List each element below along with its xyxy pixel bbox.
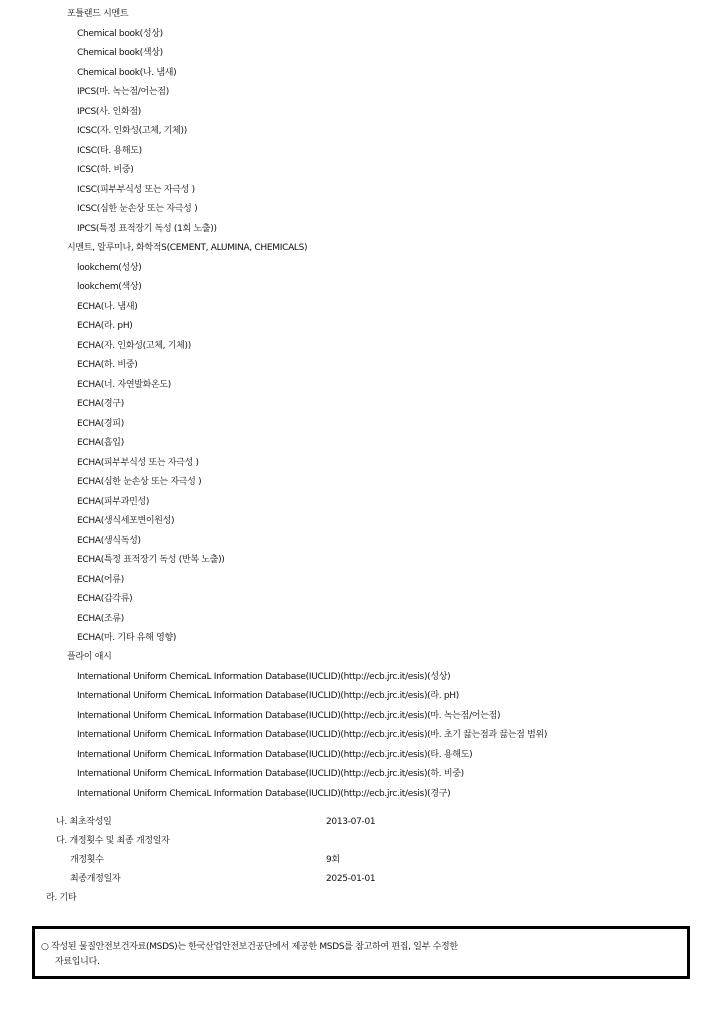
reference-item: ICSC(심한 눈손상 또는 자극성 ) — [77, 204, 198, 214]
reference-item: ECHA(피부과민성) — [77, 497, 150, 507]
reference-item: ECHA(심한 눈손상 또는 자극성 ) — [77, 477, 202, 487]
reference-item: ECHA(생식독성) — [77, 536, 141, 546]
reference-item: Chemical book(색상) — [77, 48, 163, 58]
notice-line-1: ○ 작성된 물질안전보건자료(MSDS)는 한국산업안전보건공단에서 제공한 MSDS를 참고하여 편집, 일부 수정한 — [41, 942, 458, 952]
notice-line-2: 자료입니다. — [55, 957, 100, 967]
reference-item: ICSC(타. 용해도) — [77, 146, 142, 156]
reference-heading: 플라이 애시 — [67, 652, 112, 662]
reference-item: International Uniform ChemicaL Information Database(IUCLID)(http://ecb.jrc.it/esis)(바. 초기 끓는점과 끓는점 범위) — [77, 730, 548, 740]
reference-item: Chemical book(나. 냄새) — [77, 68, 177, 78]
reference-item: ECHA(흡입) — [77, 438, 124, 448]
initial-date-label: 나. 최초작성일 — [56, 817, 112, 827]
reference-item: ECHA(갑각류) — [77, 594, 133, 604]
revision-count-label: 개정횟수 — [70, 855, 104, 865]
initial-date-value: 2013-07-01 — [326, 817, 376, 827]
reference-item: ECHA(자. 인화성(고체, 기체)) — [77, 341, 191, 351]
reference-item: lookchem(색상) — [77, 282, 142, 292]
last-revised-value: 2025-01-01 — [326, 874, 376, 884]
reference-item: ICSC(하. 비중) — [77, 165, 134, 175]
reference-item: ECHA(경구) — [77, 399, 124, 409]
reference-item: International Uniform ChemicaL Information Database(IUCLID)(http://ecb.jrc.it/esis)(성상) — [77, 672, 451, 682]
reference-item: ICSC(피부부식성 또는 자극성 ) — [77, 185, 195, 195]
last-revised-label: 최종개정일자 — [70, 874, 121, 884]
reference-item: International Uniform ChemicaL Information Database(IUCLID)(http://ecb.jrc.it/esis)(마. 녹는점/어는점) — [77, 711, 501, 721]
reference-item: ECHA(마. 기타 유해 영향) — [77, 633, 177, 643]
reference-item: ECHA(하. 비중) — [77, 360, 138, 370]
reference-item: ECHA(너. 자연발화온도) — [77, 380, 171, 390]
reference-heading: 포틀랜드 시멘트 — [67, 9, 129, 19]
reference-item: IPCS(사. 인화점) — [77, 107, 141, 117]
reference-item: ECHA(특정 표적장기 독성 (반복 노출)) — [77, 555, 225, 565]
reference-item: ECHA(어류) — [77, 575, 124, 585]
reference-item: IPCS(마. 녹는점/어는점) — [77, 87, 169, 97]
reference-item: International Uniform ChemicaL Information Database(IUCLID)(http://ecb.jrc.it/esis)(경구) — [77, 789, 451, 799]
other-label: 라. 기타 — [46, 893, 77, 903]
reference-item: IPCS(특정 표적장기 독성 (1회 노출)) — [77, 224, 217, 234]
reference-item: International Uniform ChemicaL Information Database(IUCLID)(http://ecb.jrc.it/esis)(타. 용해도) — [77, 750, 473, 760]
reference-heading: 시멘트, 알루미나, 화학적S(CEMENT, ALUMINA, CHEMICALS) — [67, 243, 308, 253]
reference-item: International Uniform ChemicaL Information Database(IUCLID)(http://ecb.jrc.it/esis)(하. 비중) — [77, 769, 464, 779]
reference-item: ECHA(라. pH) — [77, 321, 133, 331]
msds-notice-box — [32, 926, 690, 979]
revision-count-value: 9회 — [326, 855, 340, 865]
reference-item: ECHA(조류) — [77, 614, 124, 624]
reference-item: International Uniform ChemicaL Information Database(IUCLID)(http://ecb.jrc.it/esis)(라. pH) — [77, 691, 459, 701]
reference-item: ECHA(경피) — [77, 419, 124, 429]
reference-item: lookchem(성상) — [77, 263, 142, 273]
reference-item: ECHA(생식세포변이원성) — [77, 516, 175, 526]
reference-item: ECHA(피부부식성 또는 자극성 ) — [77, 458, 199, 468]
reference-item: ICSC(자. 인화성(고체, 기체)) — [77, 126, 187, 136]
reference-item: Chemical book(성상) — [77, 29, 163, 39]
revision-heading: 다. 개정횟수 및 최종 개정일자 — [56, 836, 170, 846]
reference-item: ECHA(나. 냄새) — [77, 302, 138, 312]
